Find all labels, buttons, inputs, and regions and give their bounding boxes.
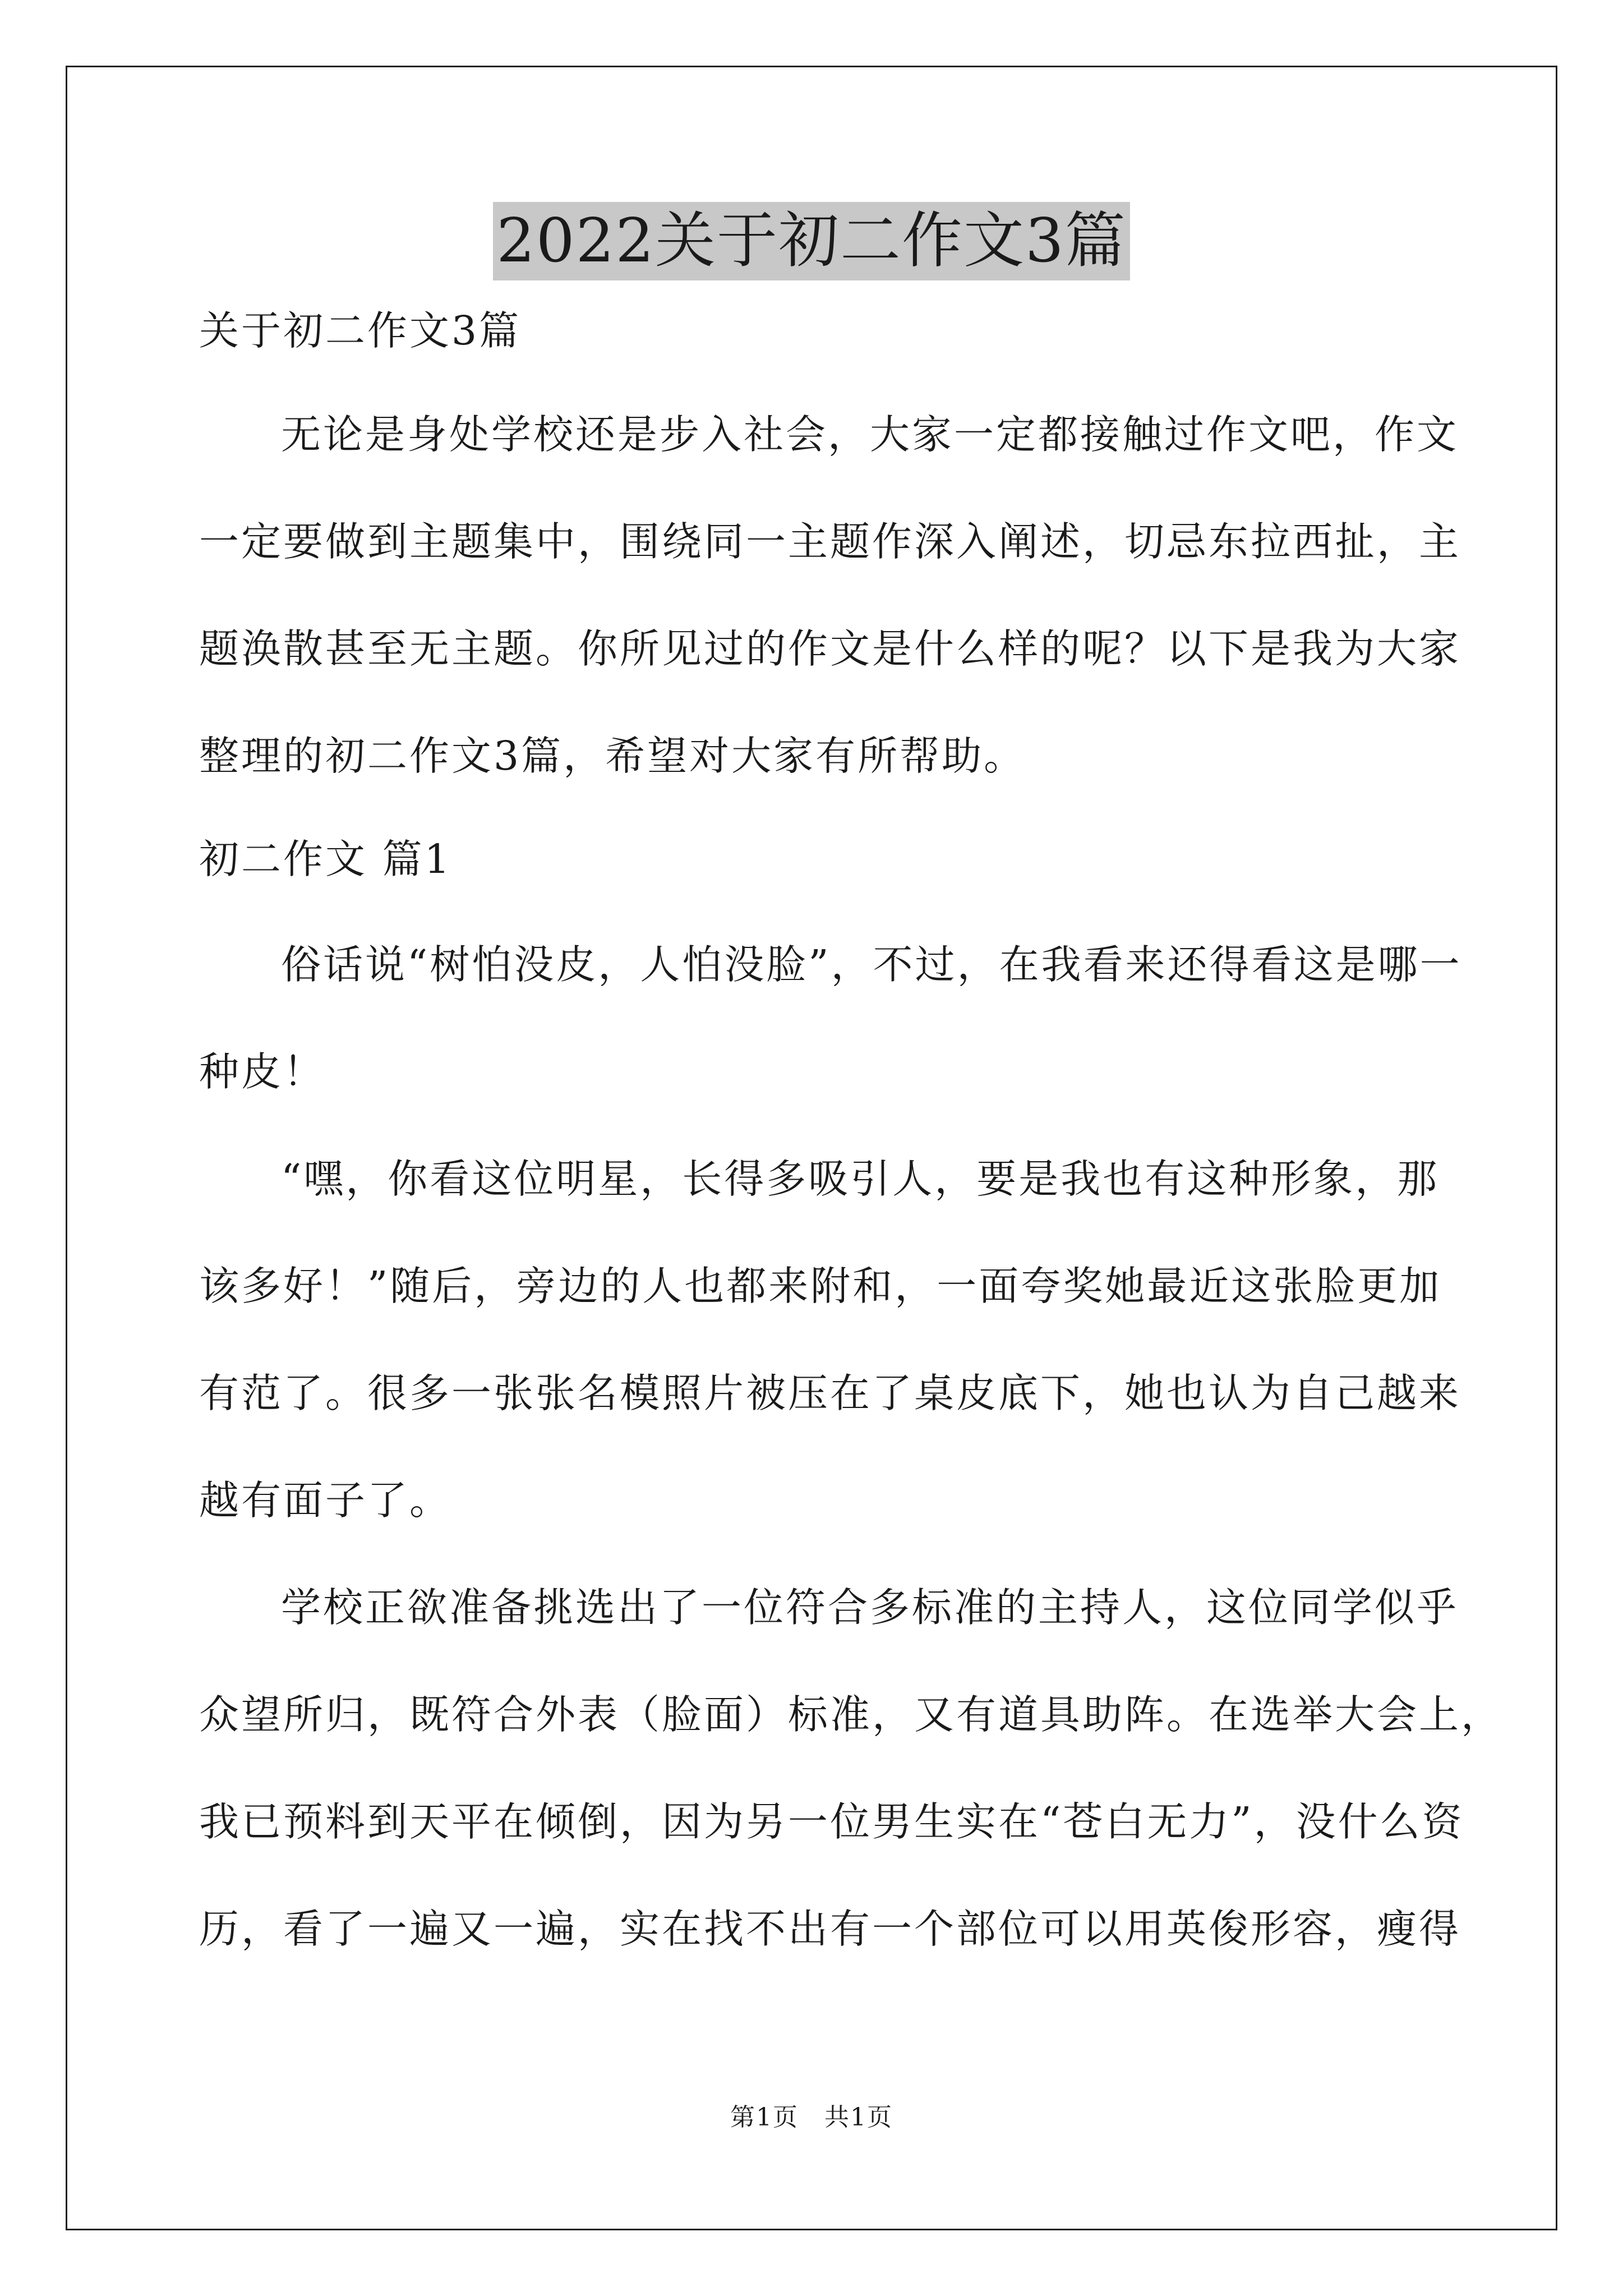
paragraph-line: 众望所归，既符合外表（脸面）标准，又有道具助阵。在选举大会上，: [199, 1691, 1504, 1738]
paragraph-line: 俗话说“树怕没皮，人怕没脸”，不过，在我看来还得看这是哪一: [281, 941, 1462, 988]
paragraph-line: 种皮！: [199, 1048, 326, 1095]
paragraph-line: 我已预料到天平在倾倒，因为另一位男生实在“苍白无力”，没什么资: [199, 1798, 1464, 1845]
paragraph-line: 整理的初二作文3篇，希望对大家有所帮助。: [199, 733, 1026, 779]
document-title: 2022关于初二作文3篇: [493, 202, 1130, 280]
paragraph-line: “嘿，你看这位明星，长得多吸引人，要是我也有这种形象，那: [281, 1156, 1440, 1202]
paragraph-line: 有范了。很多一张张名模照片被压在了桌皮底下，她也认为自己越来: [199, 1370, 1461, 1416]
title-container: [0, 202, 1623, 280]
paragraph-line: 一定要做到主题集中，围绕同一主题作深入阐述，切忌东拉西扯，主: [199, 518, 1461, 565]
document-subtitle: 关于初二作文3篇: [199, 307, 522, 354]
paragraph-line: 无论是身处学校还是步入社会，大家一定都接触过作文吧，作文: [281, 411, 1459, 458]
paragraph-line: 学校正欲准备挑选出了一位符合多标准的主持人，这位同学似乎: [281, 1584, 1459, 1631]
paragraph-line: 历，看了一遍又一遍，实在找不出有一个部位可以用英俊形容，瘦得: [199, 1906, 1461, 1952]
paragraph-line: 题涣散甚至无主题。你所见过的作文是什么样的呢？以下是我为大家: [199, 625, 1461, 672]
paragraph-line: 该多好！”随后，旁边的人也都来附和，一面夸奖她最近这张脸更加: [199, 1263, 1442, 1309]
paragraph-line: 越有面子了。: [199, 1477, 452, 1524]
section-heading: 初二作文 篇1: [199, 836, 452, 882]
page-footer: 第1页 共1页: [730, 2103, 893, 2132]
